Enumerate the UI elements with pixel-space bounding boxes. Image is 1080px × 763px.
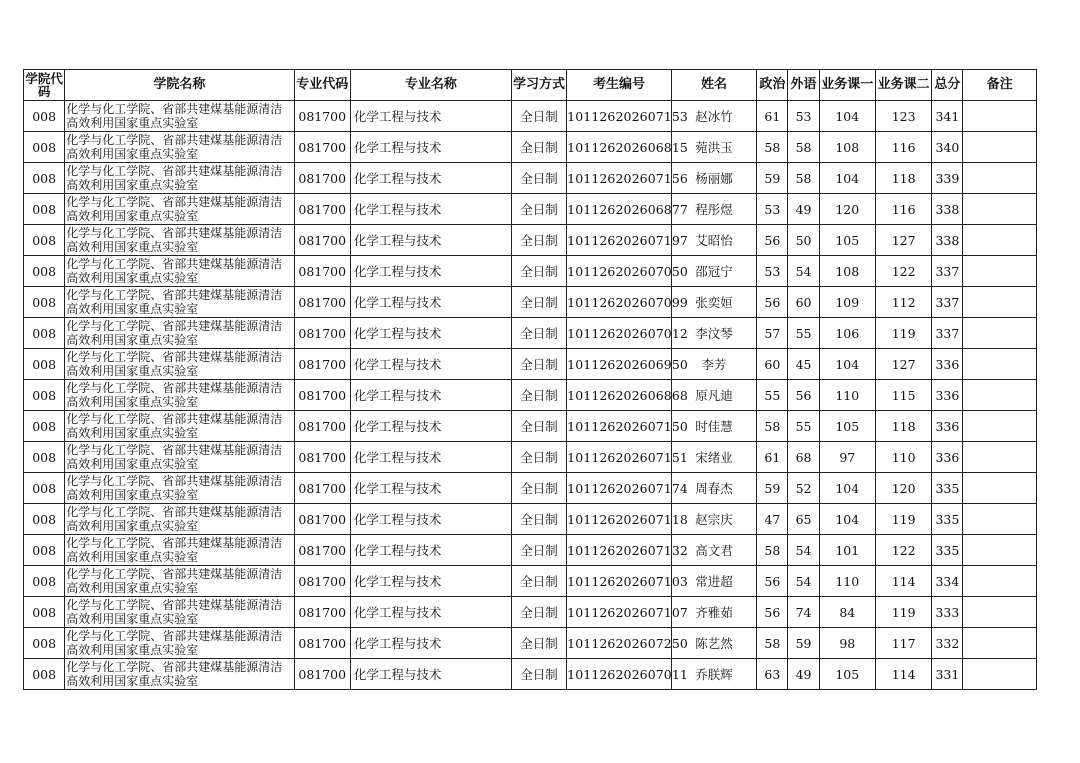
header-row	[24, 70, 1037, 101]
cell-foreign-language: 50	[788, 225, 819, 256]
cell-name: 陈艺然	[671, 628, 757, 659]
cell-name: 时佳慧	[671, 411, 757, 442]
cell-remarks	[963, 163, 1037, 194]
cell-exam-id: 101126202607150	[567, 411, 672, 442]
cell-college-code: 008	[24, 597, 65, 628]
cell-major-name: 化学工程与技术	[350, 349, 511, 380]
cell-college-code: 008	[24, 566, 65, 597]
cell-name: 艾昭怡	[671, 225, 757, 256]
table-row	[24, 411, 1037, 442]
cell-exam-id: 101126202606877	[567, 194, 672, 225]
cell-name: 宋绪业	[671, 442, 757, 473]
cell-politics: 58	[757, 535, 788, 566]
cell-name: 高文君	[671, 535, 757, 566]
cell-subject2: 122	[875, 256, 931, 287]
cell-foreign-language: 55	[788, 411, 819, 442]
cell-subject2: 119	[875, 504, 931, 535]
cell-study-mode: 全日制	[511, 318, 566, 349]
table-row	[24, 473, 1037, 504]
cell-college-name: 化学与化工学院、省部共建煤基能源清洁高效利用国家重点实验室	[65, 597, 294, 628]
cell-major-name: 化学工程与技术	[350, 163, 511, 194]
cell-college-name: 化学与化工学院、省部共建煤基能源清洁高效利用国家重点实验室	[65, 318, 294, 349]
cell-major-code: 081700	[294, 659, 350, 690]
table-row	[24, 566, 1037, 597]
header-subject1: 业务课一	[819, 70, 875, 101]
cell-name: 赵冰竹	[671, 101, 757, 132]
cell-foreign-language: 68	[788, 442, 819, 473]
cell-foreign-language: 54	[788, 256, 819, 287]
cell-name: 李芳	[671, 349, 757, 380]
cell-subject2: 110	[875, 442, 931, 473]
table-row	[24, 442, 1037, 473]
cell-subject2: 114	[875, 566, 931, 597]
cell-exam-id: 101126202607012	[567, 318, 672, 349]
cell-subject2: 116	[875, 194, 931, 225]
cell-remarks	[963, 287, 1037, 318]
cell-major-code: 081700	[294, 256, 350, 287]
cell-college-code: 008	[24, 318, 65, 349]
table-row	[24, 349, 1037, 380]
cell-college-code: 008	[24, 132, 65, 163]
cell-remarks	[963, 597, 1037, 628]
cell-name: 程彤煜	[671, 194, 757, 225]
cell-subject1: 108	[819, 132, 875, 163]
table-row	[24, 287, 1037, 318]
cell-subject1: 101	[819, 535, 875, 566]
cell-college-name: 化学与化工学院、省部共建煤基能源清洁高效利用国家重点实验室	[65, 287, 294, 318]
cell-politics: 60	[757, 349, 788, 380]
cell-college-code: 008	[24, 380, 65, 411]
cell-name: 原凡迪	[671, 380, 757, 411]
cell-foreign-language: 58	[788, 163, 819, 194]
table-row	[24, 225, 1037, 256]
cell-total: 334	[932, 566, 963, 597]
cell-remarks	[963, 318, 1037, 349]
cell-total: 333	[932, 597, 963, 628]
cell-remarks	[963, 659, 1037, 690]
cell-foreign-language: 65	[788, 504, 819, 535]
cell-subject1: 104	[819, 101, 875, 132]
cell-name: 赵宗庆	[671, 504, 757, 535]
cell-total: 336	[932, 411, 963, 442]
cell-major-code: 081700	[294, 225, 350, 256]
cell-college-code: 008	[24, 504, 65, 535]
cell-exam-id: 101126202607174	[567, 473, 672, 504]
cell-study-mode: 全日制	[511, 411, 566, 442]
cell-major-name: 化学工程与技术	[350, 566, 511, 597]
cell-subject1: 120	[819, 194, 875, 225]
admission-score-table	[23, 69, 1037, 690]
cell-total: 337	[932, 287, 963, 318]
cell-name: 邵冠宁	[671, 256, 757, 287]
cell-college-name: 化学与化工学院、省部共建煤基能源清洁高效利用国家重点实验室	[65, 442, 294, 473]
cell-exam-id: 101126202607103	[567, 566, 672, 597]
cell-major-code: 081700	[294, 473, 350, 504]
cell-remarks	[963, 442, 1037, 473]
cell-subject1: 105	[819, 659, 875, 690]
cell-total: 336	[932, 442, 963, 473]
cell-subject2: 117	[875, 628, 931, 659]
table-row	[24, 256, 1037, 287]
header-politics: 政治	[757, 70, 788, 101]
cell-remarks	[963, 535, 1037, 566]
cell-major-name: 化学工程与技术	[350, 132, 511, 163]
cell-politics: 57	[757, 318, 788, 349]
cell-remarks	[963, 411, 1037, 442]
cell-major-name: 化学工程与技术	[350, 442, 511, 473]
cell-foreign-language: 54	[788, 566, 819, 597]
cell-study-mode: 全日制	[511, 535, 566, 566]
cell-major-code: 081700	[294, 535, 350, 566]
cell-politics: 55	[757, 380, 788, 411]
cell-politics: 56	[757, 287, 788, 318]
cell-exam-id: 101126202607156	[567, 163, 672, 194]
cell-name: 常进超	[671, 566, 757, 597]
cell-subject1: 110	[819, 380, 875, 411]
cell-major-name: 化学工程与技术	[350, 287, 511, 318]
cell-major-code: 081700	[294, 101, 350, 132]
cell-exam-id: 101126202607099	[567, 287, 672, 318]
cell-exam-id: 101126202606815	[567, 132, 672, 163]
cell-subject1: 108	[819, 256, 875, 287]
cell-subject2: 118	[875, 411, 931, 442]
cell-politics: 56	[757, 597, 788, 628]
cell-college-code: 008	[24, 535, 65, 566]
table-row	[24, 659, 1037, 690]
cell-major-name: 化学工程与技术	[350, 473, 511, 504]
cell-foreign-language: 49	[788, 194, 819, 225]
cell-politics: 56	[757, 566, 788, 597]
cell-major-code: 081700	[294, 318, 350, 349]
cell-politics: 61	[757, 442, 788, 473]
table-row	[24, 380, 1037, 411]
cell-college-code: 008	[24, 194, 65, 225]
cell-subject1: 109	[819, 287, 875, 318]
cell-remarks	[963, 504, 1037, 535]
cell-subject2: 123	[875, 101, 931, 132]
cell-subject1: 104	[819, 473, 875, 504]
header-college-name: 学院名称	[65, 70, 294, 101]
cell-remarks	[963, 225, 1037, 256]
cell-remarks	[963, 628, 1037, 659]
cell-subject2: 127	[875, 349, 931, 380]
cell-name: 菀洪玉	[671, 132, 757, 163]
cell-major-code: 081700	[294, 411, 350, 442]
cell-remarks	[963, 194, 1037, 225]
header-study-mode: 学习方式	[511, 70, 566, 101]
cell-study-mode: 全日制	[511, 504, 566, 535]
table-row	[24, 194, 1037, 225]
table-body	[24, 101, 1037, 690]
cell-major-name: 化学工程与技术	[350, 225, 511, 256]
cell-exam-id: 101126202607153	[567, 101, 672, 132]
cell-major-code: 081700	[294, 566, 350, 597]
cell-remarks	[963, 132, 1037, 163]
cell-politics: 53	[757, 194, 788, 225]
cell-total: 332	[932, 628, 963, 659]
header-college-code: 学院代码	[25, 71, 63, 99]
header-subject2: 业务课二	[875, 70, 931, 101]
cell-total: 336	[932, 380, 963, 411]
cell-college-code: 008	[24, 225, 65, 256]
cell-major-name: 化学工程与技术	[350, 504, 511, 535]
cell-name: 乔朕辉	[671, 659, 757, 690]
cell-college-name: 化学与化工学院、省部共建煤基能源清洁高效利用国家重点实验室	[65, 163, 294, 194]
cell-subject2: 119	[875, 318, 931, 349]
cell-total: 338	[932, 225, 963, 256]
cell-total: 335	[932, 473, 963, 504]
cell-college-name: 化学与化工学院、省部共建煤基能源清洁高效利用国家重点实验室	[65, 628, 294, 659]
cell-subject2: 119	[875, 597, 931, 628]
cell-major-code: 081700	[294, 442, 350, 473]
cell-college-name: 化学与化工学院、省部共建煤基能源清洁高效利用国家重点实验室	[65, 659, 294, 690]
cell-remarks	[963, 380, 1037, 411]
cell-politics: 56	[757, 225, 788, 256]
table-row	[24, 101, 1037, 132]
table-row	[24, 132, 1037, 163]
cell-major-code: 081700	[294, 380, 350, 411]
cell-total: 337	[932, 318, 963, 349]
header-remarks: 备注	[963, 70, 1037, 101]
cell-major-name: 化学工程与技术	[350, 628, 511, 659]
cell-subject2: 120	[875, 473, 931, 504]
cell-college-name: 化学与化工学院、省部共建煤基能源清洁高效利用国家重点实验室	[65, 411, 294, 442]
table-row	[24, 504, 1037, 535]
cell-college-code: 008	[24, 411, 65, 442]
cell-exam-id: 101126202607197	[567, 225, 672, 256]
cell-study-mode: 全日制	[511, 256, 566, 287]
cell-remarks	[963, 101, 1037, 132]
cell-politics: 53	[757, 256, 788, 287]
cell-foreign-language: 60	[788, 287, 819, 318]
cell-subject1: 84	[819, 597, 875, 628]
cell-foreign-language: 74	[788, 597, 819, 628]
cell-foreign-language: 49	[788, 659, 819, 690]
header-exam-id: 考生编号	[567, 70, 672, 101]
cell-college-name: 化学与化工学院、省部共建煤基能源清洁高效利用国家重点实验室	[65, 566, 294, 597]
cell-major-name: 化学工程与技术	[350, 597, 511, 628]
cell-total: 331	[932, 659, 963, 690]
cell-remarks	[963, 349, 1037, 380]
cell-name: 张奕姮	[671, 287, 757, 318]
cell-subject1: 98	[819, 628, 875, 659]
cell-major-name: 化学工程与技术	[350, 256, 511, 287]
cell-exam-id: 101126202607011	[567, 659, 672, 690]
cell-major-code: 081700	[294, 287, 350, 318]
cell-subject2: 127	[875, 225, 931, 256]
cell-subject2: 114	[875, 659, 931, 690]
cell-exam-id: 101126202607132	[567, 535, 672, 566]
cell-subject1: 104	[819, 504, 875, 535]
cell-major-code: 081700	[294, 628, 350, 659]
cell-name: 周春杰	[671, 473, 757, 504]
cell-study-mode: 全日制	[511, 597, 566, 628]
cell-total: 336	[932, 349, 963, 380]
cell-foreign-language: 59	[788, 628, 819, 659]
cell-name: 杨丽娜	[671, 163, 757, 194]
cell-subject1: 97	[819, 442, 875, 473]
header-major-code: 专业代码	[294, 70, 350, 101]
cell-remarks	[963, 473, 1037, 504]
cell-politics: 58	[757, 411, 788, 442]
cell-college-code: 008	[24, 287, 65, 318]
cell-total: 341	[932, 101, 963, 132]
cell-college-code: 008	[24, 349, 65, 380]
cell-major-code: 081700	[294, 504, 350, 535]
cell-subject1: 105	[819, 225, 875, 256]
cell-subject2: 122	[875, 535, 931, 566]
cell-college-name: 化学与化工学院、省部共建煤基能源清洁高效利用国家重点实验室	[65, 349, 294, 380]
cell-exam-id: 101126202607107	[567, 597, 672, 628]
table-row	[24, 163, 1037, 194]
table-row	[24, 597, 1037, 628]
cell-college-code: 008	[24, 659, 65, 690]
cell-politics: 58	[757, 628, 788, 659]
cell-politics: 59	[757, 163, 788, 194]
cell-exam-id: 101126202607050	[567, 256, 672, 287]
cell-foreign-language: 55	[788, 318, 819, 349]
cell-politics: 63	[757, 659, 788, 690]
cell-major-name: 化学工程与技术	[350, 101, 511, 132]
cell-college-code: 008	[24, 628, 65, 659]
cell-exam-id: 101126202606950	[567, 349, 672, 380]
cell-foreign-language: 53	[788, 101, 819, 132]
cell-major-name: 化学工程与技术	[350, 380, 511, 411]
cell-major-name: 化学工程与技术	[350, 318, 511, 349]
cell-study-mode: 全日制	[511, 163, 566, 194]
cell-exam-id: 101126202607250	[567, 628, 672, 659]
cell-study-mode: 全日制	[511, 380, 566, 411]
cell-study-mode: 全日制	[511, 349, 566, 380]
cell-total: 340	[932, 132, 963, 163]
cell-subject1: 104	[819, 163, 875, 194]
cell-college-code: 008	[24, 473, 65, 504]
cell-politics: 47	[757, 504, 788, 535]
cell-remarks	[963, 566, 1037, 597]
cell-college-code: 008	[24, 442, 65, 473]
cell-subject1: 110	[819, 566, 875, 597]
cell-college-code: 008	[24, 256, 65, 287]
cell-study-mode: 全日制	[511, 225, 566, 256]
cell-remarks	[963, 256, 1037, 287]
table-row	[24, 535, 1037, 566]
cell-total: 338	[932, 194, 963, 225]
cell-major-name: 化学工程与技术	[350, 411, 511, 442]
cell-study-mode: 全日制	[511, 287, 566, 318]
cell-total: 335	[932, 504, 963, 535]
cell-foreign-language: 58	[788, 132, 819, 163]
header-major-name: 专业名称	[350, 70, 511, 101]
cell-total: 335	[932, 535, 963, 566]
cell-college-name: 化学与化工学院、省部共建煤基能源清洁高效利用国家重点实验室	[65, 473, 294, 504]
cell-study-mode: 全日制	[511, 659, 566, 690]
header-total: 总分	[932, 70, 963, 101]
cell-politics: 58	[757, 132, 788, 163]
table-row	[24, 628, 1037, 659]
cell-college-name: 化学与化工学院、省部共建煤基能源清洁高效利用国家重点实验室	[65, 132, 294, 163]
cell-subject2: 116	[875, 132, 931, 163]
cell-study-mode: 全日制	[511, 194, 566, 225]
cell-exam-id: 101126202607118	[567, 504, 672, 535]
cell-major-name: 化学工程与技术	[350, 194, 511, 225]
cell-major-name: 化学工程与技术	[350, 535, 511, 566]
table-row	[24, 318, 1037, 349]
cell-subject1: 106	[819, 318, 875, 349]
cell-study-mode: 全日制	[511, 101, 566, 132]
cell-foreign-language: 52	[788, 473, 819, 504]
cell-subject2: 112	[875, 287, 931, 318]
cell-college-name: 化学与化工学院、省部共建煤基能源清洁高效利用国家重点实验室	[65, 194, 294, 225]
cell-subject1: 104	[819, 349, 875, 380]
cell-college-name: 化学与化工学院、省部共建煤基能源清洁高效利用国家重点实验室	[65, 504, 294, 535]
cell-name: 齐雅茹	[671, 597, 757, 628]
header-foreign-language: 外语	[788, 70, 819, 101]
cell-major-code: 081700	[294, 194, 350, 225]
cell-exam-id: 101126202607151	[567, 442, 672, 473]
cell-subject2: 115	[875, 380, 931, 411]
cell-college-code: 008	[24, 101, 65, 132]
cell-politics: 61	[757, 101, 788, 132]
cell-name: 李汶琴	[671, 318, 757, 349]
cell-study-mode: 全日制	[511, 132, 566, 163]
cell-major-code: 081700	[294, 597, 350, 628]
cell-study-mode: 全日制	[511, 473, 566, 504]
cell-college-name: 化学与化工学院、省部共建煤基能源清洁高效利用国家重点实验室	[65, 225, 294, 256]
cell-study-mode: 全日制	[511, 442, 566, 473]
cell-foreign-language: 54	[788, 535, 819, 566]
cell-college-name: 化学与化工学院、省部共建煤基能源清洁高效利用国家重点实验室	[65, 380, 294, 411]
cell-study-mode: 全日制	[511, 628, 566, 659]
cell-college-code: 008	[24, 163, 65, 194]
cell-total: 339	[932, 163, 963, 194]
cell-major-code: 081700	[294, 349, 350, 380]
cell-exam-id: 101126202606868	[567, 380, 672, 411]
cell-major-code: 081700	[294, 163, 350, 194]
cell-major-name: 化学工程与技术	[350, 659, 511, 690]
cell-major-code: 081700	[294, 132, 350, 163]
cell-college-name: 化学与化工学院、省部共建煤基能源清洁高效利用国家重点实验室	[65, 535, 294, 566]
cell-subject1: 105	[819, 411, 875, 442]
header-name: 姓名	[671, 70, 757, 101]
cell-college-name: 化学与化工学院、省部共建煤基能源清洁高效利用国家重点实验室	[65, 101, 294, 132]
cell-foreign-language: 56	[788, 380, 819, 411]
cell-college-name: 化学与化工学院、省部共建煤基能源清洁高效利用国家重点实验室	[65, 256, 294, 287]
cell-subject2: 118	[875, 163, 931, 194]
cell-politics: 59	[757, 473, 788, 504]
cell-total: 337	[932, 256, 963, 287]
cell-study-mode: 全日制	[511, 566, 566, 597]
cell-foreign-language: 45	[788, 349, 819, 380]
